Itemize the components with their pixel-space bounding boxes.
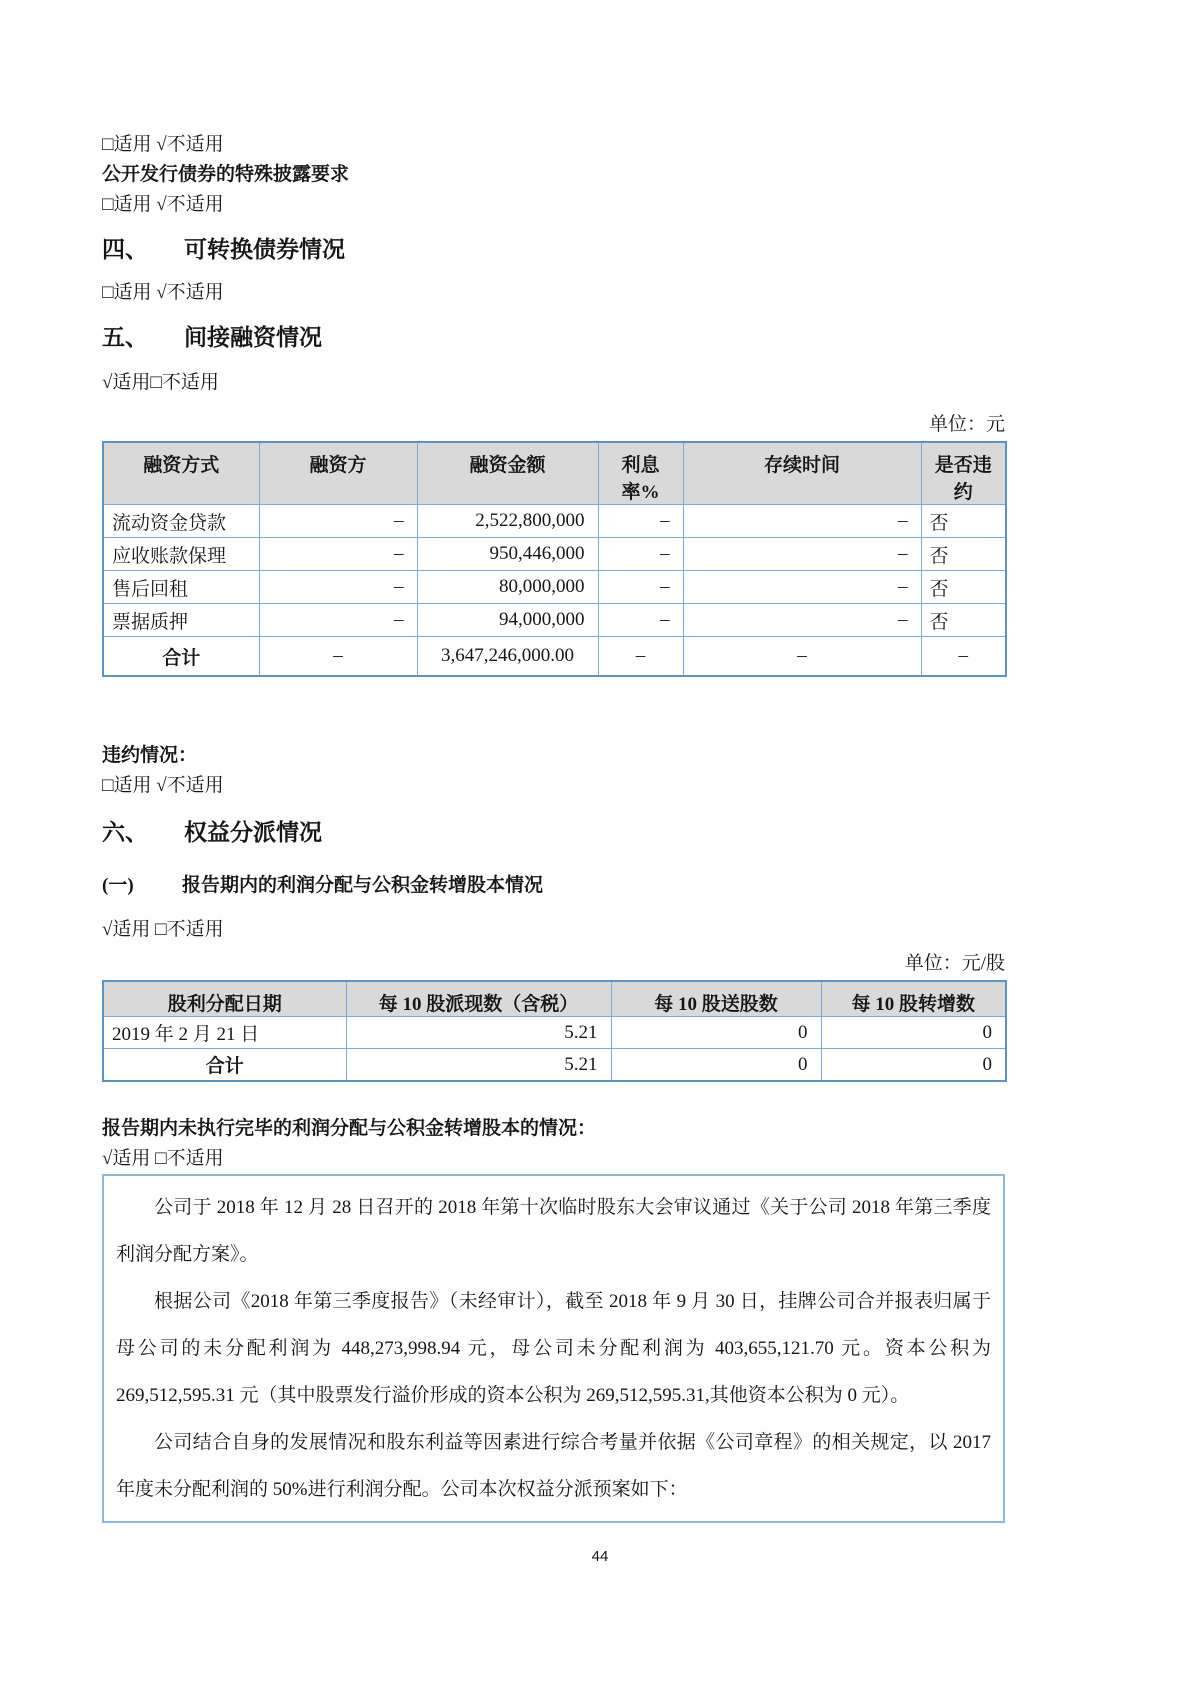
table-row [103, 1017, 1006, 1049]
cell-amount: 2,522,800,000 [417, 505, 598, 538]
table-total-row [103, 637, 1006, 677]
column-header: 利息率% [598, 442, 683, 505]
cell-financier: – [259, 571, 417, 604]
heading-number: 六、 [102, 820, 148, 845]
cell-interest-rate: – [598, 604, 683, 637]
unit-label-yuan: 单位：元 [928, 414, 1005, 435]
column-header: 股利分配日期 [103, 981, 346, 1017]
note-paragraph: 公司于 2018 年 12 月 28 日召开的 2018 年第十次临时股东大会审议通过《关于公司 2018 年第三季度利润分配方案》。 [116, 1197, 991, 1265]
heading-indirect-financing [102, 322, 1005, 354]
cell-interest-rate: – [598, 637, 683, 677]
cell-financier: – [259, 538, 417, 571]
subheading-title: 报告期内的利润分配与公积金转增股本情况 [182, 875, 544, 896]
table-row [103, 505, 1006, 538]
heading-title: 可转换债券情况 [184, 237, 345, 262]
cell-duration: – [683, 637, 921, 677]
cell-interest-rate: – [598, 505, 683, 538]
cell-amount: 94,000,000 [417, 604, 598, 637]
note-paragraph: 根据公司《2018 年第三季度报告》（未经审计），截至 2018 年 9 月 30 日，挂牌公司合并报表归属于母公司的未分配利润为 448,273,998.94 元，母公司未分配利润为 403,655,121.70 元。资本公积为 269,512,595.31 元（其中股票发行溢价形成的资本公积为 269,512,595.31,其他资本公积为 0 元）。 [116, 1291, 991, 1406]
heading-convertible-bonds [102, 234, 1005, 266]
subheading-number: (一) [102, 875, 134, 896]
unit-label-yuan-per-share: 单位：元/股 [904, 953, 1005, 974]
applicability-line-h5: √适用□不适用 [102, 372, 219, 393]
document-page [102, 0, 1005, 1523]
column-header: 是否违约 [921, 442, 1006, 505]
cell-amount: 3,647,246,000.00 [417, 637, 598, 677]
cell-duration: – [683, 538, 921, 571]
applicability-line-unexecuted: √适用 □不适用 [102, 1148, 224, 1169]
applicability-line-top: □适用 √不适用 [102, 134, 224, 155]
financing-table [102, 441, 1007, 677]
cell-bonus-per-10-shares: 0 [611, 1049, 821, 1082]
cell-bonus-per-10-shares: 0 [611, 1017, 821, 1049]
column-header: 每 10 股转增数 [821, 981, 1006, 1017]
cell-interest-rate: – [598, 538, 683, 571]
cell-amount: 950,446,000 [417, 538, 598, 571]
applicability-line-special: □适用 √不适用 [102, 194, 224, 215]
cell-default: – [921, 637, 1006, 677]
cell-financing-method: 票据质押 [103, 604, 259, 637]
column-header: 融资方式 [103, 442, 259, 505]
cell-financing-method: 应收账款保理 [103, 538, 259, 571]
heading-number: 五、 [102, 325, 148, 350]
cell-total-label: 合计 [103, 637, 259, 677]
heading-number: 四、 [102, 237, 148, 262]
dividend-table-header-row [103, 981, 1006, 1017]
heading-title: 间接融资情况 [184, 325, 322, 350]
column-header: 每 10 股派现数（含税） [346, 981, 611, 1017]
cell-default: 否 [921, 571, 1006, 604]
cell-amount: 80,000,000 [417, 571, 598, 604]
cell-default: 否 [921, 604, 1006, 637]
cell-dividend-date: 2019 年 2 月 21 日 [103, 1017, 346, 1049]
applicability-line-h6: √适用 □不适用 [102, 919, 224, 940]
cell-interest-rate: – [598, 571, 683, 604]
column-header: 融资金额 [417, 442, 598, 505]
column-header: 每 10 股送股数 [611, 981, 821, 1017]
special-disclosure-title: 公开发行债券的特殊披露要求 [102, 164, 350, 185]
table-row [103, 604, 1006, 637]
cell-financier: – [259, 604, 417, 637]
column-header: 存续时间 [683, 442, 921, 505]
financing-table-header-row [103, 442, 1006, 505]
subheading-profit-distribution [102, 871, 1005, 901]
cell-financier: – [259, 637, 417, 677]
cell-financier: – [259, 505, 417, 538]
applicability-line-default: □适用 √不适用 [102, 775, 224, 796]
heading-equity-distribution [102, 817, 1005, 849]
table-row [103, 571, 1006, 604]
table-row [103, 538, 1006, 571]
cell-default: 否 [921, 505, 1006, 538]
table-total-row [103, 1049, 1006, 1082]
cell-duration: – [683, 604, 921, 637]
cell-transfer-per-10-shares: 0 [821, 1017, 1006, 1049]
cell-cash-per-10-shares: 5.21 [346, 1017, 611, 1049]
cell-duration: – [683, 571, 921, 604]
cell-financing-method: 流动资金贷款 [103, 505, 259, 538]
heading-title: 权益分派情况 [184, 820, 322, 845]
note-block [102, 1174, 1005, 1523]
cell-duration: – [683, 505, 921, 538]
cell-total-label: 合计 [103, 1049, 346, 1082]
unexecuted-distribution-title: 报告期内未执行完毕的利润分配与公积金转增股本的情况： [102, 1118, 597, 1139]
cell-transfer-per-10-shares: 0 [821, 1049, 1006, 1082]
default-situation-title: 违约情况： [102, 745, 198, 766]
dividend-table [102, 980, 1007, 1082]
cell-default: 否 [921, 538, 1006, 571]
applicability-line-h4: □适用 √不适用 [102, 282, 224, 303]
note-paragraph: 公司结合自身的发展情况和股东利益等因素进行综合考量并依据《公司章程》的相关规定，以 2017 年度未分配利润的 50%进行利润分配。公司本次权益分派预案如下： [116, 1432, 991, 1500]
column-header: 融资方 [259, 442, 417, 505]
cell-cash-per-10-shares: 5.21 [346, 1049, 611, 1082]
cell-financing-method: 售后回租 [103, 571, 259, 604]
page-number: 44 [591, 1548, 609, 1565]
